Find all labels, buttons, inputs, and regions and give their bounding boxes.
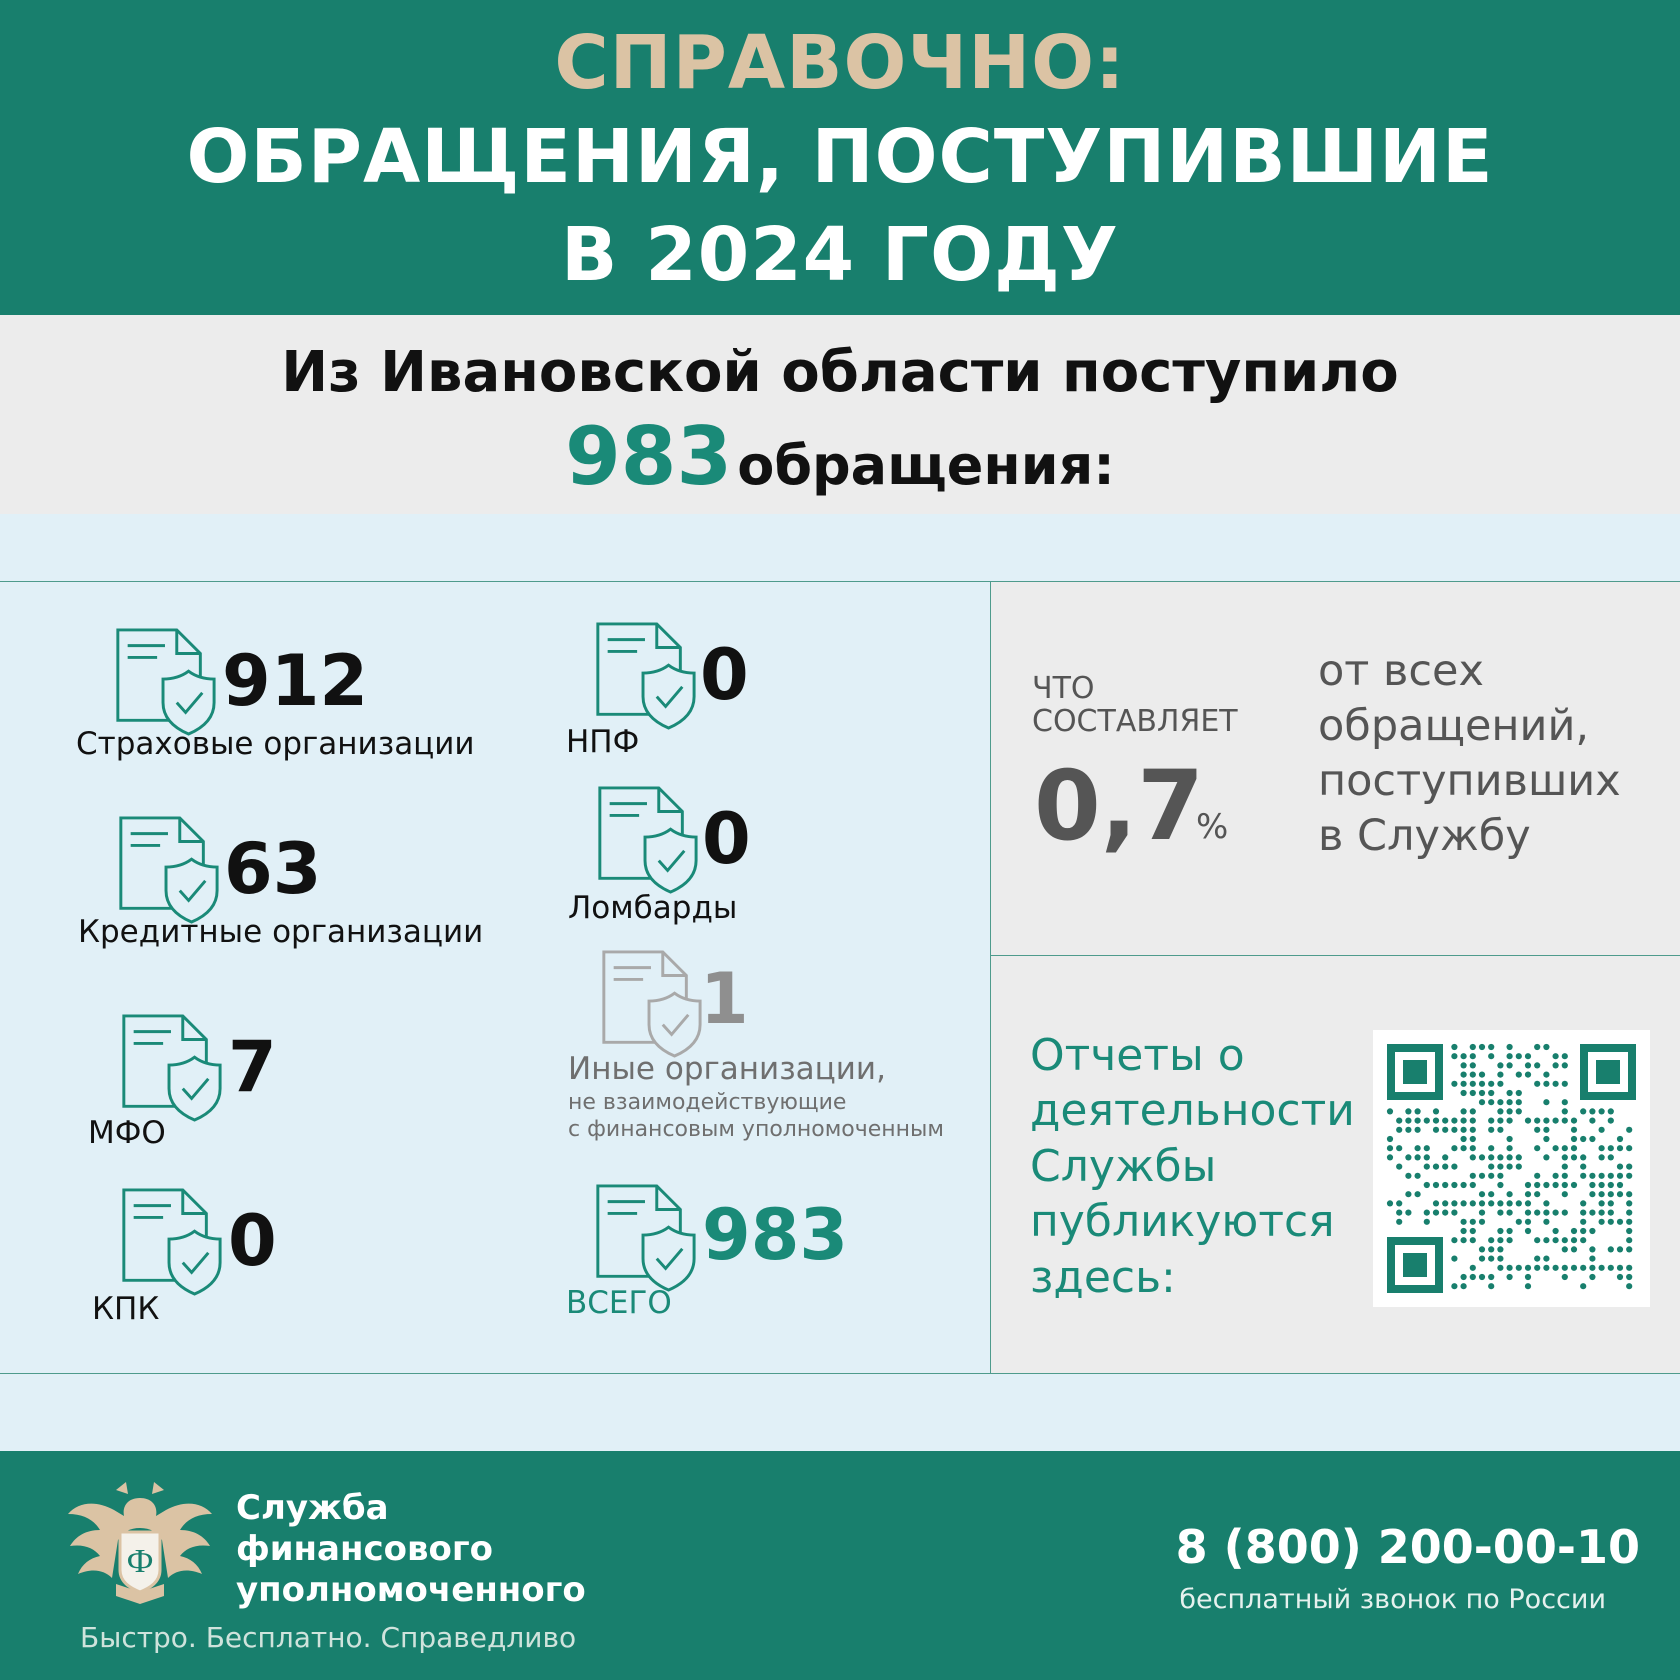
- qr-code-icon: [1373, 1030, 1650, 1307]
- pawnshops-count: 0: [702, 798, 751, 880]
- credit-label: Кредитные организации: [78, 914, 484, 950]
- share-description: [1318, 644, 1658, 864]
- share-caption-line1: ЧТО: [1032, 671, 1095, 706]
- mfo-label: МФО: [88, 1115, 166, 1151]
- header-banner: [0, 0, 1680, 315]
- other-count: 1: [700, 958, 749, 1040]
- share-caption-line2: СОСТАВЛЯЕТ: [1032, 704, 1238, 739]
- slogan: Быстро. Бесплатно. Справедливо: [80, 1621, 577, 1654]
- svg-text:Ф: Ф: [126, 1543, 154, 1580]
- document-shield-check-icon: [107, 814, 227, 924]
- divider-vertical: [990, 581, 991, 1374]
- org-name-line3: уполномоченного: [236, 1569, 586, 1610]
- share-value: 0,7: [1034, 750, 1205, 862]
- pawnshops-label: Ломбарды: [568, 890, 738, 926]
- insurance-count: 912: [222, 640, 369, 722]
- hotline-phone[interactable]: 8 (800) 200-00-10: [1175, 1520, 1640, 1574]
- document-shield-check-icon: [110, 1186, 230, 1296]
- document-shield-check-icon: [590, 948, 710, 1058]
- share-tail-line2: обращений,: [1318, 701, 1590, 752]
- npf-label: НПФ: [566, 724, 640, 760]
- header-title-line3: В 2024 ГОДУ: [561, 212, 1119, 298]
- kpk-label: КПК: [92, 1291, 160, 1327]
- share-caption: [1032, 672, 1262, 738]
- share-unit: %: [1196, 807, 1229, 847]
- org-name-line1: Служба: [236, 1488, 389, 1528]
- summary-total-word: обращения:: [737, 434, 1115, 497]
- summary-total-number: 983: [565, 410, 733, 503]
- share-tail-line3: поступивших: [1318, 756, 1621, 807]
- summary-total-line: [0, 410, 1680, 503]
- npf-count: 0: [700, 634, 749, 716]
- document-shield-check-icon: [586, 784, 706, 894]
- divider-bottom: [0, 1373, 1680, 1374]
- hotline-note: бесплатный звонок по России: [1179, 1584, 1606, 1615]
- summary-text: Из Ивановской области поступило: [281, 340, 1399, 405]
- reports-line2: деятельности: [1030, 1085, 1355, 1137]
- divider-top: [0, 581, 1680, 582]
- reports-line3: Службы: [1030, 1140, 1217, 1192]
- summary-band: [0, 315, 1680, 514]
- divider-right: [991, 955, 1680, 956]
- share-tail-line4: в Службу: [1318, 811, 1531, 862]
- reports-line1: Отчеты о: [1030, 1030, 1245, 1081]
- header-title-line2: ОБРАЩЕНИЯ, ПОСТУПИВШИЕ: [186, 114, 1494, 200]
- other-label: Иные организации,: [568, 1051, 886, 1087]
- share-tail-line1: от всех: [1318, 646, 1484, 696]
- reports-line5: здесь:: [1030, 1251, 1176, 1303]
- other-sub-line2: с финансовым уполномоченным: [568, 1117, 945, 1142]
- document-shield-check-icon: [584, 620, 704, 730]
- total-count: 983: [702, 1194, 849, 1276]
- document-shield-check-icon: [584, 1182, 704, 1292]
- kpk-count: 0: [228, 1200, 277, 1282]
- header-title-line1: СПРАВОЧНО:: [554, 20, 1126, 106]
- reports-text: [1030, 1028, 1355, 1305]
- credit-count: 63: [224, 828, 322, 910]
- mfo-count: 7: [228, 1026, 277, 1108]
- org-name: [236, 1488, 636, 1610]
- document-shield-check-icon: [110, 1012, 230, 1122]
- org-name-line2: финансового: [236, 1528, 493, 1569]
- qr-code[interactable]: [1373, 1030, 1650, 1307]
- other-sub-line1: не взаимодействующие: [568, 1090, 847, 1115]
- document-shield-check-icon: [104, 626, 224, 736]
- eagle-emblem-icon: [66, 1480, 214, 1616]
- insurance-label: Страховые организации: [76, 726, 475, 762]
- reports-line4: публикуются: [1030, 1196, 1335, 1248]
- total-label: ВСЕГО: [566, 1285, 672, 1321]
